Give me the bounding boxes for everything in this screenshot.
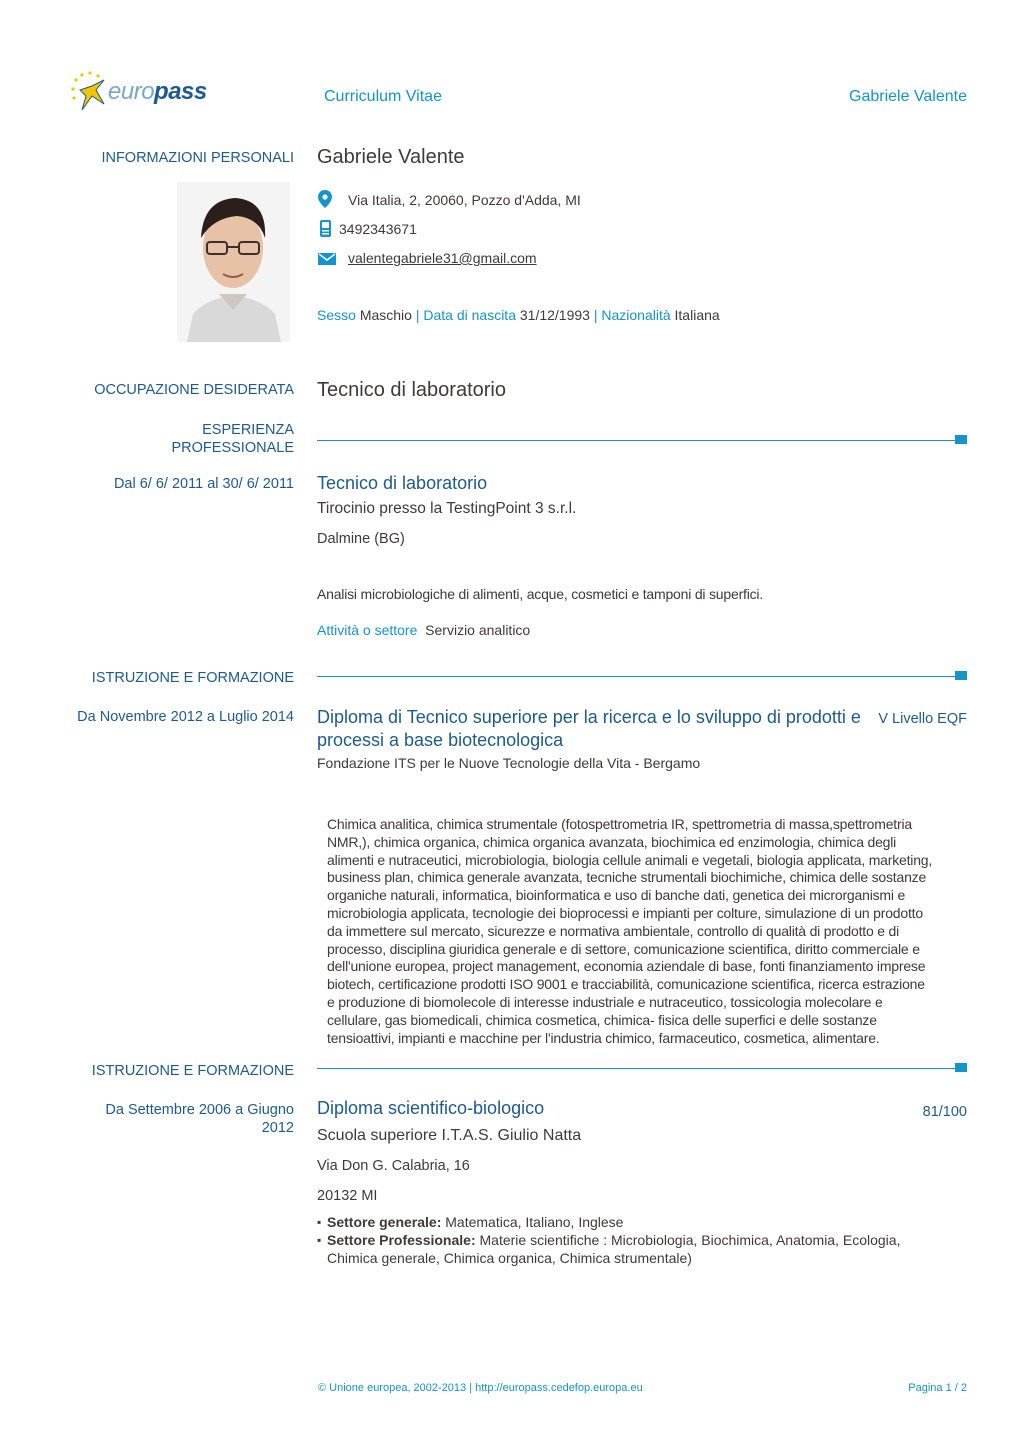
education-1-title (317, 706, 862, 752)
section-rule-education-1 (317, 671, 967, 681)
description-line: dell'unione europea, project management, economia aziendale di base, fonti finanziamento imprese (327, 958, 926, 975)
address-text: Via Italia, 2, 20060, Pozzo d'Adda, MI (348, 192, 581, 208)
education-2-dates-line2: 2012 (261, 1120, 294, 1136)
education-2-dates-line1: Da Settembre 2006 a Giugno (105, 1102, 294, 1118)
description-line: NMR,), chimica organica, chimica organica avanzata, biochimica ed enzimologia, chimica degli (327, 833, 897, 850)
education-1-institution: Fondazione ITS per le Nuove Tecnologie della Vita - Bergamo (317, 755, 701, 771)
bullet-bold: Settore generale: (327, 1214, 442, 1230)
europass-logo (70, 70, 215, 114)
email-icon (318, 253, 336, 265)
description-line: cellulare, gas biomedicali, chimica cosmetica, chimica- fisica delle superfici e delle sostanze (327, 1011, 877, 1028)
education-1-description (327, 816, 972, 1047)
birth-value: 31/12/1993 (519, 307, 590, 323)
experience-sector (317, 622, 530, 638)
occupation-value: Tecnico di laboratorio (317, 379, 506, 401)
section-rule-experience (317, 435, 967, 445)
description-line: biotech, certificazione prodotti ISO 9001 e tracciabilità, comunicazione scientifica, ricerca estrazione (327, 976, 925, 993)
sector-label: Attività o settore (317, 622, 418, 638)
header-name: Gabriele Valente (849, 88, 967, 105)
personal-details (317, 307, 720, 323)
education-2-subjects (317, 1213, 957, 1267)
profile-photo (177, 182, 290, 342)
section-label-education-1: ISTRUZIONE E FORMAZIONE (91, 670, 294, 686)
section-rule-education-2 (317, 1063, 967, 1073)
email-link[interactable]: valentegabriele31@gmail.com (348, 250, 537, 266)
sector-value: Servizio analitico (425, 622, 531, 638)
separator-1: | (415, 307, 420, 323)
personal-name: Gabriele Valente (317, 146, 465, 168)
description-line: business plan, chimica generale avanzata, tecniche strumentali biochimiche, chimica delle sostanze (327, 869, 927, 886)
footer-page: Pagina 1 / 2 (908, 1382, 967, 1394)
sex-label: Sesso (317, 307, 356, 323)
list-item (317, 1231, 957, 1249)
bullet-continuation: Chimica generale, Chimica organica, Chimica strumentale) (327, 1250, 692, 1266)
birth-label: Data di nascita (423, 307, 516, 323)
nationality-value: Italiana (674, 307, 720, 323)
description-line: alimenti e nutraceutici, microbiologia, biologia cellule animali e vegetali, biologia applicata, marketing, (327, 851, 933, 868)
education-2-title: Diploma scientifico-biologico (317, 1098, 545, 1118)
location-icon (318, 190, 332, 208)
education-1-title-line1: Diploma di Tecnico superiore per la ricerca e lo sviluppo di prodotti e (317, 707, 861, 727)
bullet-text: Materie scientifiche : Microbiologia, Biochimica, Anatomia, Ecologia, (475, 1232, 901, 1248)
education-1-level: V Livello EQF (878, 711, 967, 727)
phone-icon (320, 220, 331, 237)
footer-copyright: © Unione europea, 2002-2013 | http://europass.cedefop.europa.eu (318, 1382, 643, 1394)
experience-location: Dalmine (BG) (317, 531, 405, 547)
separator-2: | (593, 307, 598, 323)
education-1-title-line2: processi a base biotecnologica (317, 730, 564, 750)
description-line: tensioattivi, impianti e macchine per l'industria chimico, farmaceutico, cosmetica, alimentare. (327, 1029, 880, 1046)
bullet-text: Matematica, Italiano, Inglese (441, 1214, 624, 1230)
description-line: organiche naturali, informatica, bioinformatica e uso di banche dati, genetica dei microrganismi e (327, 887, 906, 904)
section-label-experience (74, 421, 294, 457)
description-line: processo, disciplina giuridica generale e di settore, comunicazione scientifica, diritto commerciale e (327, 940, 920, 957)
experience-title: Tecnico di laboratorio (317, 473, 488, 493)
experience-dates: Dal 6/ 6/ 2011 al 30/ 6/ 2011 (113, 476, 294, 492)
nationality-label: Nazionalità (601, 307, 671, 323)
doc-title: Curriculum Vitae (324, 88, 442, 105)
description-line: e produzione di biomolecole di interesse industriale e nutraceutico, tossicologia molecolare e (327, 993, 883, 1010)
description-line: microbiologia applicata, tecnologie dei bioprocessi e impianti per colture, simulazione di un prodotto (327, 904, 923, 921)
section-label-experience-line1: ESPERIENZA (202, 422, 294, 438)
bullet-bold: Settore Professionale: (327, 1232, 476, 1248)
section-label-personal: INFORMAZIONI PERSONALI (101, 150, 294, 166)
education-2-dates (74, 1101, 294, 1137)
section-label-education-2: ISTRUZIONE E FORMAZIONE (91, 1063, 294, 1079)
experience-description: Analisi microbiologiche di alimenti, acque, cosmetici e tamponi di superfici. (317, 586, 764, 602)
description-line: da immettere sul mercato, sicurezze e normativa ambientale, controllo di qualità di prodotto e di (327, 922, 900, 939)
logo-text-euro: euro (108, 78, 155, 105)
education-2-grade: 81/100 (922, 1104, 967, 1120)
section-label-experience-line2: PROFESSIONALE (171, 440, 294, 456)
education-2-institution: Scuola superiore I.T.A.S. Giulio Natta (317, 1127, 582, 1144)
education-2-address: Via Don G. Calabria, 16 (317, 1158, 470, 1174)
experience-employer: Tirocinio presso la TestingPoint 3 s.r.l. (317, 500, 577, 517)
education-2-postal: 20132 MI (317, 1188, 378, 1204)
phone-text: 3492343671 (339, 221, 417, 237)
description-line: Chimica analitica, chimica strumentale (fotospettrometria IR, spettrometria di massa,spettrometria (327, 816, 912, 832)
education-1-dates: Da Novembre 2012 a Luglio 2014 (77, 709, 294, 725)
list-item (317, 1213, 957, 1231)
europass-star-figure-icon (70, 70, 110, 114)
section-label-occupation: OCCUPAZIONE DESIDERATA (94, 382, 294, 398)
logo-text-pass: pass (154, 78, 207, 105)
sex-value: Maschio (359, 307, 412, 323)
